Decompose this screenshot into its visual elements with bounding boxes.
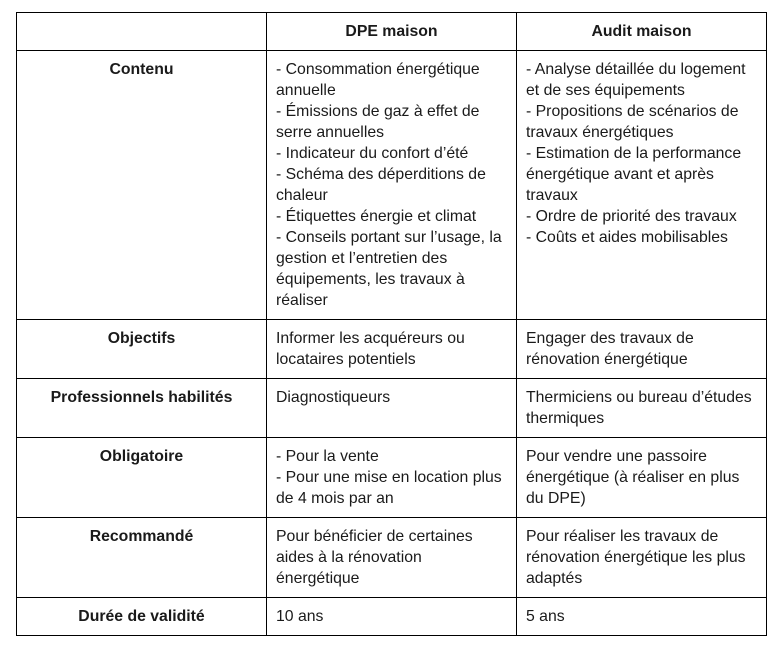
list-item: - Schéma des déperditions de chaleur xyxy=(276,166,486,204)
table-row-contenu xyxy=(17,51,767,320)
list-item: - Conseils portant sur l’usage, la gestion et l’entretien des équipements, les travaux à réaliser xyxy=(276,229,502,309)
list-item: - Propositions de scénarios de travaux énergétiques xyxy=(526,103,739,141)
list-item: - Ordre de priorité des travaux xyxy=(526,208,737,225)
cell-duree-dpe: 10 ans xyxy=(267,598,517,636)
table-row-duree xyxy=(17,598,767,636)
list-item: - Émissions de gaz à effet de serre annuelles xyxy=(276,103,480,141)
cell-recommande-dpe: Pour bénéficier de certaines aides à la rénovation énergétique xyxy=(267,518,517,598)
header-audit-maison: Audit maison xyxy=(517,13,767,51)
table-row-obligatoire xyxy=(17,438,767,518)
cell-objectifs-audit: Engager des travaux de rénovation énergétique xyxy=(517,320,767,379)
list-item: - Estimation de la performance énergétique avant et après travaux xyxy=(526,145,742,204)
list-item: - Consommation énergétique annuelle xyxy=(276,61,480,99)
row-label-contenu: Contenu xyxy=(17,51,267,320)
row-label-professionnels: Professionnels habilités xyxy=(17,379,267,438)
row-label-recommande: Recommandé xyxy=(17,518,267,598)
table-header-row xyxy=(17,13,767,51)
row-label-objectifs: Objectifs xyxy=(17,320,267,379)
table-row-objectifs xyxy=(17,320,767,379)
cell-obligatoire-audit: Pour vendre une passoire énergétique (à réaliser en plus du DPE) xyxy=(517,438,767,518)
cell-contenu-dpe xyxy=(267,51,517,320)
header-dpe-maison: DPE maison xyxy=(267,13,517,51)
row-label-obligatoire: Obligatoire xyxy=(17,438,267,518)
cell-duree-audit: 5 ans xyxy=(517,598,767,636)
cell-professionnels-audit: Thermiciens ou bureau d’études thermiques xyxy=(517,379,767,438)
list-item: - Indicateur du confort d’été xyxy=(276,145,469,162)
list-item: - Étiquettes énergie et climat xyxy=(276,208,477,225)
table-row-recommande xyxy=(17,518,767,598)
row-label-duree: Durée de validité xyxy=(17,598,267,636)
comparison-table xyxy=(16,12,767,636)
cell-contenu-audit xyxy=(517,51,767,320)
list-item: - Pour une mise en location plus de 4 mois par an xyxy=(276,469,502,507)
list-item: - Pour la vente xyxy=(276,448,379,465)
cell-professionnels-dpe: Diagnostiqueurs xyxy=(267,379,517,438)
header-corner-cell xyxy=(17,13,267,51)
cell-obligatoire-dpe xyxy=(267,438,517,518)
table-row-professionnels xyxy=(17,379,767,438)
cell-recommande-audit: Pour réaliser les travaux de rénovation énergétique les plus adaptés xyxy=(517,518,767,598)
cell-objectifs-dpe: Informer les acquéreurs ou locataires potentiels xyxy=(267,320,517,379)
list-item: - Coûts et aides mobilisables xyxy=(526,229,728,246)
list-item: - Analyse détaillée du logement et de ses équipements xyxy=(526,61,746,99)
